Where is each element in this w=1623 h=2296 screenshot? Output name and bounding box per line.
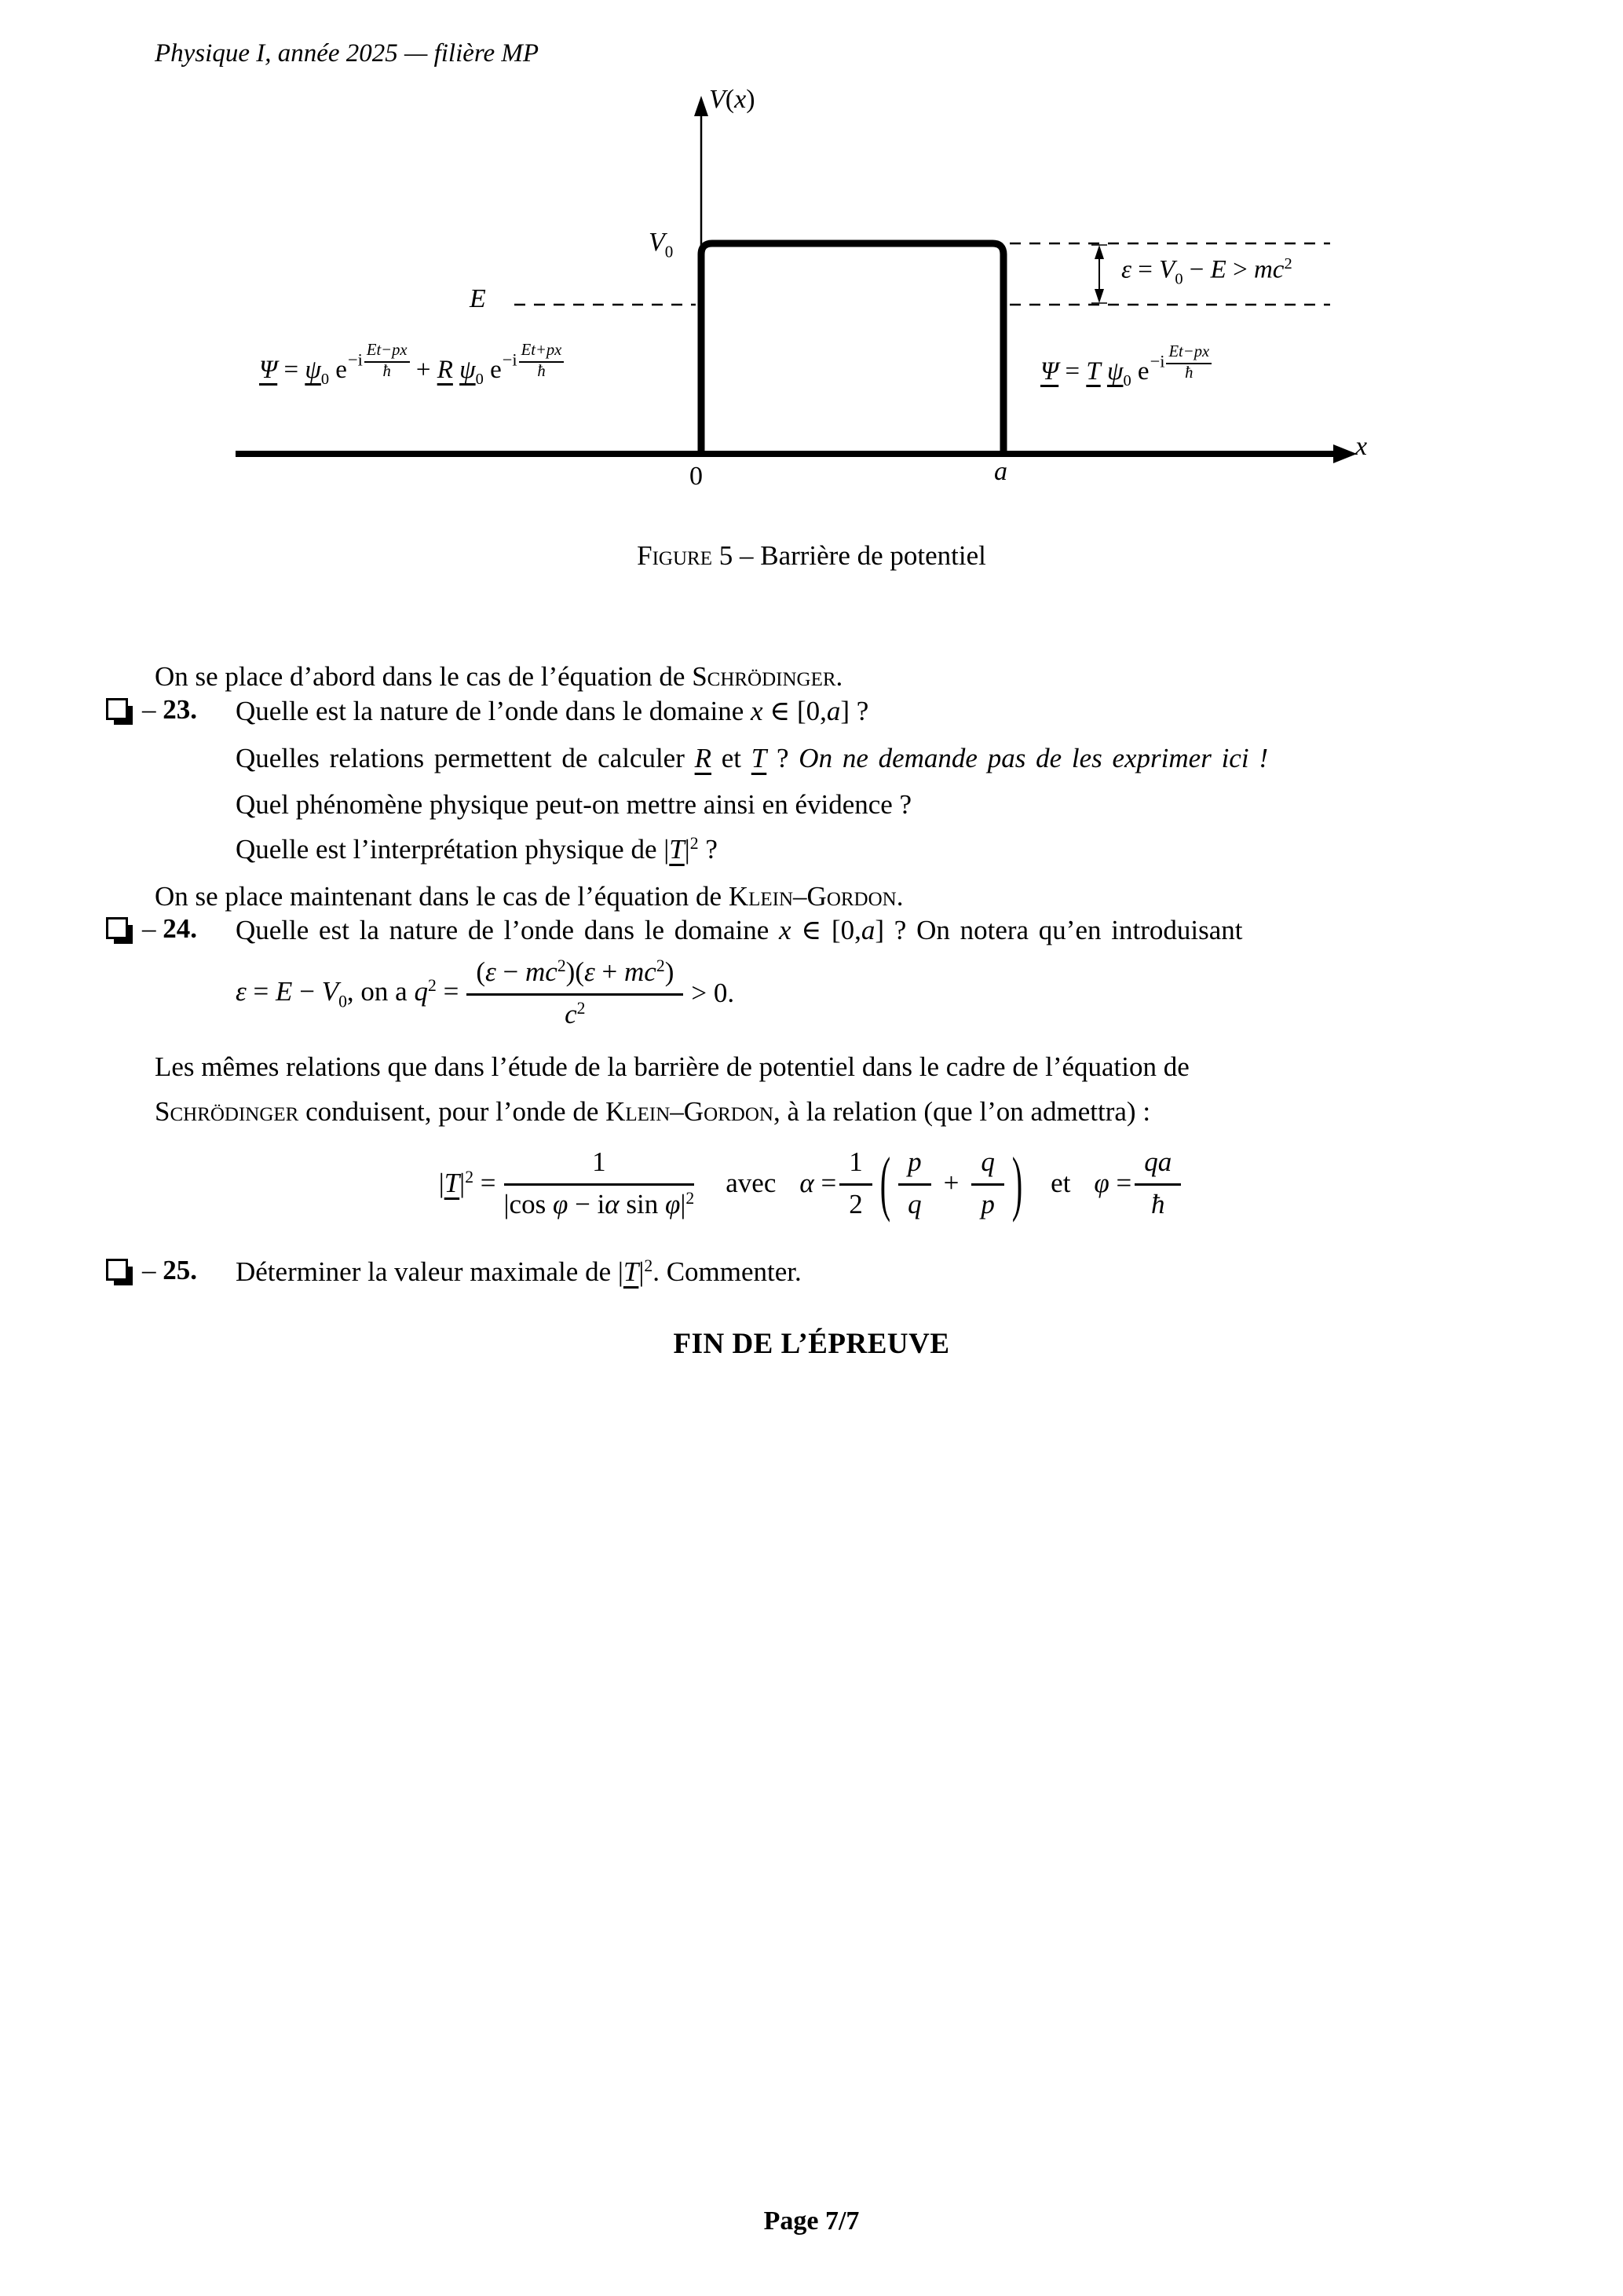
figure-potential-barrier [0,79,1623,522]
figure-caption: Figure 5 – Barrière de potentiel [637,540,986,571]
exponent: −i $\frac{Et+px}{ħ}$ [503,342,565,380]
v-axis-label: V(x) [709,85,755,114]
x-axis-label: x [1355,432,1368,461]
x-axis-arrowhead [1333,444,1357,463]
barrier-width-label: a [994,457,1007,486]
exponent: −i $\frac{Et-px}{ħ}$ [1150,344,1212,382]
e-level-label: E [470,284,486,313]
avec-word: avec [726,1168,777,1199]
right-paren: ) [1011,1142,1023,1223]
intro-schrodinger: On se place d’abord dans le cas de l’équation de Schrödinger. [155,661,843,692]
end-of-exam-label: FIN DE L’ÉPREUVE [673,1328,950,1360]
fraction: $\frac{q}{p}$ [971,1146,1004,1220]
barrier-diagram [0,79,1623,522]
checkbox-icon [106,1259,128,1281]
page-header: Physique I, année 2025 — filière MP [155,39,539,68]
et-word: et [1051,1168,1071,1199]
paragraph-relations-line-2: Schrödinger conduisent, pour l’onde de Klein–Gordon, à la relation (que l’on admettra) : [155,1096,1151,1127]
y-axis-arrowhead [694,96,708,116]
question-24-marker: – 24. [106,913,197,945]
question-23-marker: – 23. [106,694,197,726]
left-paren: ( [879,1142,891,1223]
question-25-marker: – 25. [106,1255,197,1286]
fraction: $\frac{p}{q}$ [898,1146,931,1220]
fraction: $\frac{qa}{ħ}$ [1135,1146,1181,1220]
question-23-line-4: Quelle est l’interprétation physique de $|T|^2$ ? [236,834,718,865]
paragraph-relations-line-1: Les mêmes relations que dans l’étude de la barrière de potentiel dans le cadre de l’équation de [155,1051,1190,1082]
transmission-coefficient-equation: $|T|^2$ = $\frac{1}{|\cos \varphi - i\alpha \sin \varphi|^2}$ avec α = $\frac{1}{2}$ ( $\frac{p}{q}$ + $\frac{q}{p}$ ) et φ = $\frac{qa}{ħ}$ [0,1132,1623,1234]
checkbox-icon [106,698,128,720]
transmitted-wave-formula: Ψ = T $\psi_0$ e−i $\frac{Et-px}{ħ}$ [1040,344,1212,389]
question-23-line-2: Quelles relations permettent de calculer R et T ? On ne demande pas de les exprimer ici ! [236,743,1268,773]
question-24-equation: $\varepsilon = E - V_0$, on a $q^2$ = $\frac{(\varepsilon - mc^2)(\varepsilon + mc^2)}{c^2}$ > 0. [236,956,735,1029]
incident-reflected-wave-formula: $\Psi = \psi_0$ e−i $\frac{Et-px}{ħ}$ + R $\psi_0$ e−i $\frac{Et+px}{ħ}$ [259,342,564,388]
epsilon-relation-label: $\varepsilon = V_0 - E > mc^2$ [1121,255,1292,288]
exponent: −i $\frac{Et-px}{ħ}$ [348,342,410,380]
checkbox-icon [106,917,128,939]
origin-label: 0 [689,462,703,491]
question-24-line-1: Quelle est la nature de l’onde dans le domaine x ∈ [0,a] ? On notera qu’en introduisant [236,915,1243,945]
fraction: $\frac{1}{|\cos \varphi - i\alpha \sin \varphi|^2}$ [503,1146,695,1219]
question-25-line-1: Déterminer la valeur maximale de $|T|^2$. Commenter. [236,1256,802,1287]
fraction: $\frac{1}{2}$ [839,1146,872,1220]
v0-label: $V_0$ [649,228,674,261]
page-number: Page 7/7 [763,2206,860,2236]
fraction: $\frac{(\varepsilon - mc^2)(\varepsilon + mc^2)}{c^2}$ [466,956,683,1030]
plus-sign: + [943,1168,960,1199]
question-23-line-3: Quel phénomène physique peut-on mettre ainsi en évidence ? [236,789,912,820]
barrier-outline [701,243,1003,454]
intro-klein-gordon: On se place maintenant dans le cas de l’équation de Klein–Gordon. [155,881,904,912]
question-23-line-1: Quelle est la nature de l’onde dans le domaine x ∈ [0,a] ? [236,696,869,726]
